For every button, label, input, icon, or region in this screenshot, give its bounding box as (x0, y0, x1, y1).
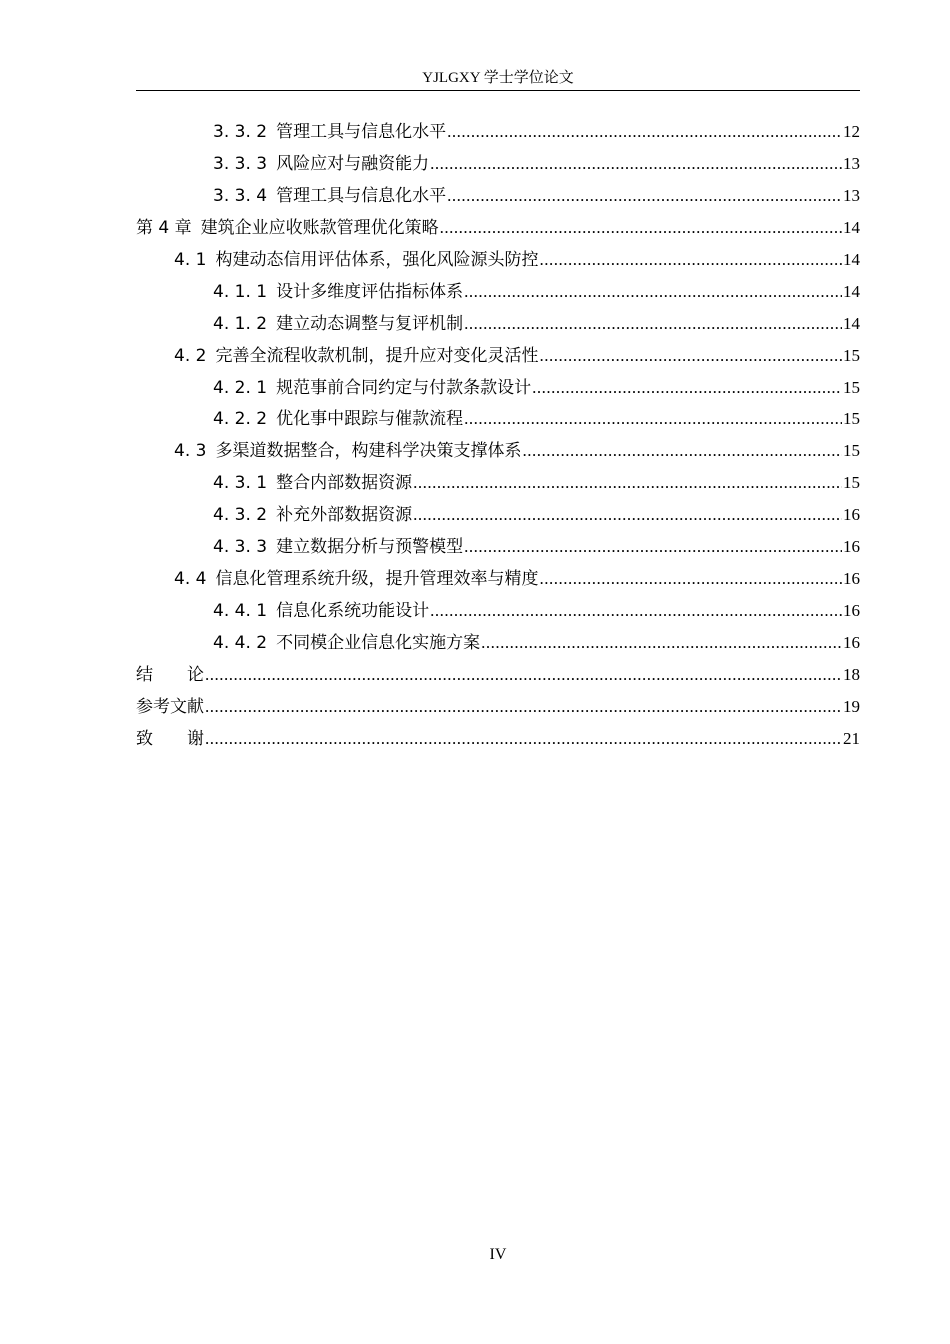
toc-entry-page: 13 (843, 153, 860, 173)
toc-entry-page: 15 (843, 473, 860, 493)
toc-dot-leader (464, 276, 842, 308)
toc-dot-leader (430, 148, 842, 180)
toc-entry-title: 多渠道数据整合，构建科学决策支撑体系 (215, 441, 522, 462)
toc-dot-leader (539, 244, 842, 276)
toc-entry[interactable] (136, 308, 860, 340)
toc-entry[interactable] (136, 403, 860, 435)
toc-dot-leader (205, 691, 842, 723)
toc-entry-number: 4. 3. 2 (213, 505, 268, 526)
toc-entry-title: 建立数据分析与预警模型 (276, 537, 464, 558)
toc-entry[interactable] (136, 627, 860, 659)
toc-entry[interactable] (136, 276, 860, 308)
table-of-contents (136, 116, 860, 755)
toc-dot-leader (430, 595, 842, 627)
toc-entry-page: 21 (843, 728, 860, 748)
toc-entry[interactable] (136, 595, 860, 627)
toc-entry[interactable] (136, 691, 860, 723)
toc-entry[interactable] (136, 723, 860, 755)
toc-entry[interactable] (136, 531, 860, 563)
toc-entry-page: 18 (843, 664, 860, 684)
toc-entry-number: 3. 3. 4 (213, 185, 268, 206)
toc-dot-leader (464, 403, 842, 435)
toc-entry-page: 16 (843, 601, 860, 621)
toc-dot-leader (539, 563, 842, 595)
toc-entry-page: 14 (843, 281, 860, 301)
toc-entry-page: 14 (843, 249, 860, 269)
toc-entry[interactable] (136, 499, 860, 531)
toc-entry-page: 14 (843, 217, 860, 237)
toc-entry-title: 不同模企业信息化实施方案 (276, 633, 481, 653)
toc-entry-number: 4. 4 (174, 569, 207, 590)
toc-entry-title: 建立动态调整与复评机制 (276, 313, 464, 334)
page-number: IV (489, 1246, 507, 1263)
toc-entry[interactable] (136, 467, 860, 499)
toc-entry[interactable] (136, 340, 860, 372)
toc-entry-title: 设计多维度评估指标体系 (276, 281, 464, 302)
toc-entry[interactable] (136, 212, 860, 244)
toc-entry-title: 补充外部数据资源 (276, 505, 413, 526)
toc-dot-leader (464, 531, 842, 563)
toc-entry[interactable] (136, 659, 860, 691)
header-rule (136, 90, 860, 91)
toc-entry-number: 3. 3. 2 (213, 122, 268, 142)
toc-dot-leader (440, 212, 842, 244)
toc-entry-page: 15 (843, 377, 860, 397)
toc-dot-leader (464, 308, 842, 340)
toc-dot-leader (413, 499, 842, 531)
toc-entry-number: 4. 1. 1 (213, 281, 268, 302)
toc-entry-number: 4. 1 (174, 249, 207, 270)
toc-entry-title: 管理工具与信息化水平 (276, 185, 447, 206)
toc-entry-title: 信息化管理系统升级，提升管理效率与精度 (215, 569, 539, 590)
toc-dot-leader (481, 627, 842, 659)
toc-entry-number: 4. 4. 2 (213, 633, 268, 653)
toc-entry[interactable] (136, 180, 860, 212)
toc-entry[interactable] (136, 372, 860, 404)
running-header: YJLGXY 学士学位论文 (422, 70, 574, 86)
toc-entry-number: 4. 2 (174, 345, 207, 366)
toc-dot-leader (447, 180, 842, 212)
toc-entry-page: 14 (843, 313, 860, 333)
toc-entry-page: 13 (843, 185, 860, 205)
toc-entry-title: 规范事前合同约定与付款条款设计 (276, 377, 532, 398)
toc-entry-title: 完善全流程收款机制，提升应对变化灵活性 (215, 345, 539, 366)
toc-entry-title: 致 谢 (136, 728, 204, 749)
toc-dot-leader (539, 340, 842, 372)
toc-entry-title: 管理工具与信息化水平 (276, 122, 447, 142)
toc-entry-title: 优化事中跟踪与催款流程 (276, 409, 464, 430)
toc-entry-title: 整合内部数据资源 (276, 473, 413, 494)
toc-entry-number: 4. 3. 3 (213, 537, 268, 558)
toc-entry-page: 15 (843, 409, 860, 429)
toc-dot-leader (447, 116, 842, 148)
toc-entry-page: 15 (843, 345, 860, 365)
toc-entry[interactable] (136, 244, 860, 276)
toc-entry[interactable] (136, 563, 860, 595)
toc-dot-leader (413, 467, 842, 499)
toc-entry-number: 4. 3. 1 (213, 473, 268, 494)
toc-entry-number: 4. 3 (174, 441, 207, 462)
toc-entry-number: 4. 2. 1 (213, 377, 268, 398)
toc-entry[interactable] (136, 116, 860, 148)
toc-dot-leader (522, 435, 842, 467)
toc-entry-title: 结 论 (136, 664, 204, 685)
toc-entry-title: 建筑企业应收账款管理优化策略 (200, 217, 439, 238)
toc-entry-title: 信息化系统功能设计 (276, 601, 430, 622)
toc-entry-title: 风险应对与融资能力 (276, 153, 430, 174)
toc-entry-page: 16 (843, 633, 860, 652)
toc-dot-leader (532, 372, 842, 404)
toc-dot-leader (205, 723, 842, 755)
toc-entry-number: 4. 4. 1 (213, 601, 268, 622)
toc-dot-leader (205, 659, 842, 691)
toc-entry-page: 16 (843, 505, 860, 525)
toc-entry-number: 第 4 章 (136, 217, 192, 238)
toc-entry-page: 19 (843, 696, 860, 716)
toc-entry[interactable] (136, 435, 860, 467)
toc-entry-title: 参考文献 (136, 696, 204, 717)
toc-entry-number: 4. 1. 2 (213, 313, 268, 334)
toc-entry[interactable] (136, 148, 860, 180)
toc-entry-page: 16 (843, 569, 860, 589)
toc-entry-page: 16 (843, 537, 860, 557)
toc-entry-page: 15 (843, 441, 860, 461)
toc-entry-number: 4. 2. 2 (213, 409, 268, 430)
toc-entry-title: 构建动态信用评估体系，强化风险源头防控 (215, 249, 539, 270)
toc-entry-page: 12 (843, 122, 860, 141)
toc-entry-number: 3. 3. 3 (213, 153, 268, 174)
